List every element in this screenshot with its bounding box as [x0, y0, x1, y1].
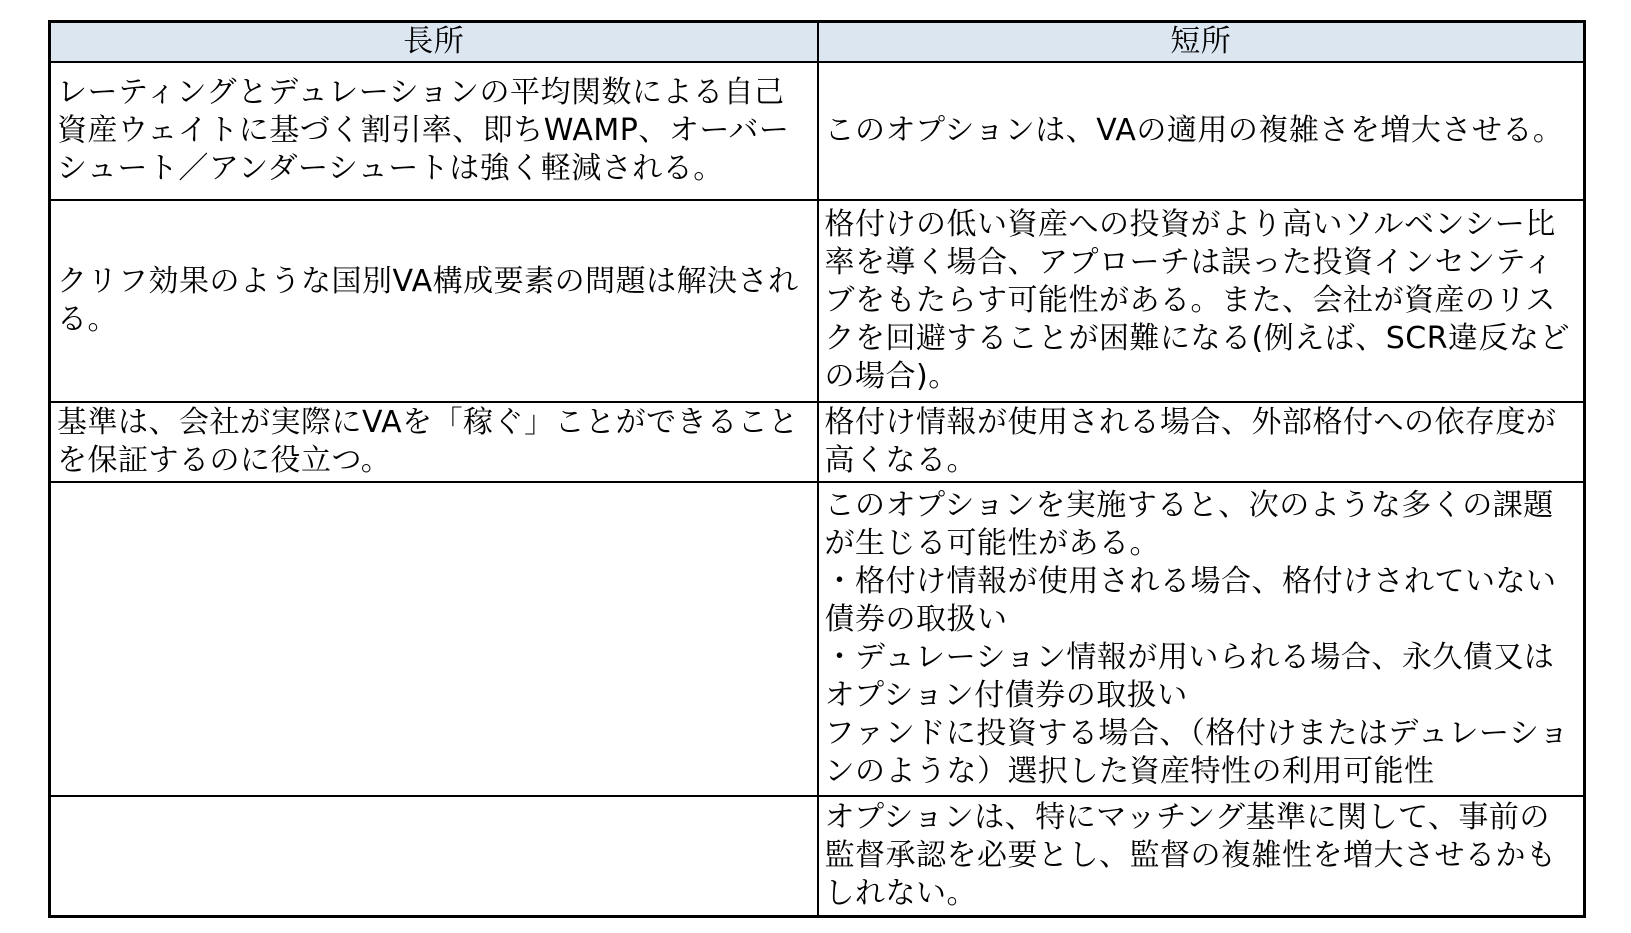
pros-cons-table [48, 20, 1586, 918]
table-row [50, 62, 1585, 200]
header-cons: 短所 [818, 22, 1585, 63]
table-row [50, 402, 1585, 482]
header-pros: 長所 [50, 22, 818, 63]
con-cell: このオプションを実施すると、次のような多くの課題が生じる可能性がある。 ・格付け情報が使用される場合、格付けされていない債券の取扱い ・デュレーション情報が用いられる場合、永久債又はオプション付債券の取扱い ファンドに投資する場合、（格付けまたはデュレーションのような）選択した資産特性の利用可能性 [818, 482, 1585, 796]
table-row [50, 482, 1585, 796]
pro-cell: 基準は、会社が実際にVAを「稼ぐ」ことができることを保証するのに役立つ。 [50, 402, 818, 482]
header-row [50, 22, 1585, 63]
con-cell: 格付けの低い資産への投資がより高いソルベンシー比率を導く場合、アプローチは誤った投資インセンティブをもたらす可能性がある。また、会社が資産のリスクを回避することが困難になる(例えば、SCR違反などの場合)。 [818, 200, 1585, 402]
pros-cons-sheet [48, 20, 1583, 918]
con-cell: オプションは、特にマッチング基準に関して、事前の監督承認を必要とし、監督の複雑性を増大させるかもしれない。 [818, 796, 1585, 917]
table-row [50, 796, 1585, 917]
con-cell: このオプションは、VAの適用の複雑さを増大させる。 [818, 62, 1585, 200]
pro-cell: レーティングとデュレーションの平均関数による自己資産ウェイトに基づく割引率、即ちWAMP、オーバーシュート／アンダーシュートは強く軽減される。 [50, 62, 818, 200]
con-cell: 格付け情報が使用される場合、外部格付への依存度が高くなる。 [818, 402, 1585, 482]
pro-cell: クリフ効果のような国別VA構成要素の問題は解決される。 [50, 200, 818, 402]
pro-cell-empty [50, 796, 818, 917]
table-row [50, 200, 1585, 402]
pro-cell-empty [50, 482, 818, 796]
